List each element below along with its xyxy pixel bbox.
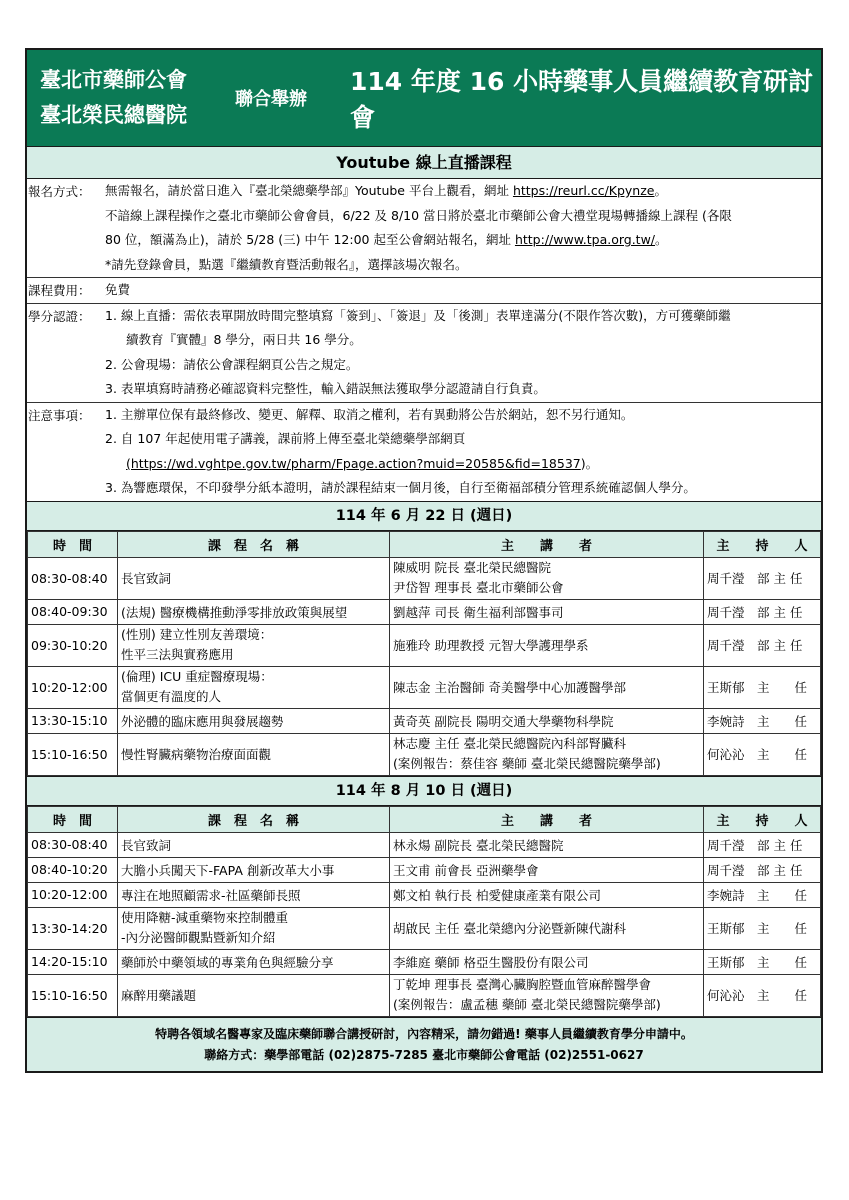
subject-cell-line: -內分泌醫師觀點暨新知介紹 [121,930,276,945]
table-row [28,557,821,599]
table-header-row [28,806,821,832]
subject-cell [118,882,390,907]
table-row [28,708,821,733]
speaker-cell-line: 陳威明 院長 臺北榮民總醫院 [393,560,551,575]
subject-cell-line: 慢性腎臟病藥物治療面面觀 [121,747,272,762]
table-row [28,882,821,907]
speaker-cell-line: 胡啟民 主任 臺北榮總內分泌暨新陳代謝科 [393,921,626,936]
register-row [27,179,821,278]
fee-label: 課程費用： [28,283,91,298]
credit-item-3: 3. 表單填寫時請務必確認資料完整性，輸入錯誤無法獲取學分認證請自行負責。 [105,381,546,396]
time-cell: 15:10-16:50 [28,733,118,775]
subject-cell [118,949,390,974]
time-cell: 13:30-15:10 [28,708,118,733]
speaker-cell-line: 劉越萍 司長 衛生福利部醫事司 [393,604,564,620]
note-label: 注意事項： [28,407,91,423]
col-subject: 課 程 名 稱 [118,531,390,557]
note-item-2: 2. 自 107 年起使用電子講義，課前將上傳至臺北榮總藥學部網頁 [105,431,466,446]
host-cell: 李婉詩 主 任 [704,882,821,907]
speaker-cell [390,708,704,733]
speaker-cell-line: (案例報告：蔡佳容 藥師 臺北榮民總醫院藥學部) [393,756,661,771]
time-cell: 10:20-12:00 [28,666,118,708]
table-row [28,599,821,624]
subject-cell-line: 當個更有溫度的人 [121,689,222,704]
info-section [27,179,821,501]
speaker-cell [390,857,704,882]
subject-cell-line: 專注在地照顧需求-社區藥師長照 [121,887,301,903]
speaker-cell-line: 王文甫 前會長 亞洲藥學會 [393,862,539,878]
host-cell: 李婉詩 主 任 [704,708,821,733]
host-cell: 周千瀅 部 主 任 [704,599,821,624]
col-speaker: 主 講 者 [390,531,704,557]
youtube-band: Youtube 線上直播課程 [27,146,821,179]
joint-label: 聯合舉辦 [235,89,307,110]
subject-cell [118,907,390,949]
punct: 。 [655,232,668,247]
speaker-cell-line: 尹岱智 理事長 臺北市藥師公會 [393,580,564,595]
speaker-cell-line: 施雅玲 助理教授 元智大學護理學系 [393,638,589,653]
footer [27,1017,821,1071]
register-text-1: 無需報名，請於當日進入『臺北榮總藥學部』Youtube 平台上觀看，網址 [105,183,513,198]
col-time: 時 間 [28,806,118,832]
subject-cell [118,599,390,624]
time-cell: 08:30-08:40 [28,832,118,857]
subject-cell [118,666,390,708]
note-row [27,403,821,501]
speaker-cell-line: (案例報告：盧孟穗 藥師 臺北榮民總醫院藥學部) [393,997,661,1012]
col-speaker: 主 講 者 [390,806,704,832]
punct: 。 [654,183,667,198]
subject-cell [118,832,390,857]
col-time: 時 間 [28,531,118,557]
subject-cell [118,557,390,599]
time-cell: 08:40-09:30 [28,599,118,624]
time-cell: 13:30-14:20 [28,907,118,949]
time-cell: 08:30-08:40 [28,557,118,599]
subject-cell-line: 長官致詞 [121,837,172,853]
host-cell: 周千瀅 部 主 任 [704,832,821,857]
credit-item-2: 2. 公會現場：請依公會課程網頁公告之規定。 [105,356,359,372]
speaker-cell [390,666,704,708]
register-text-4: *請先登錄會員，點選『繼續教育暨活動報名』，選擇該場次報名。 [105,256,468,272]
subject-cell-line: (性別) 建立性別友善環境： [121,627,273,642]
fee-row [27,278,821,304]
speaker-cell [390,733,704,775]
col-host: 主 持 人 [704,531,821,557]
table-row [28,733,821,775]
table-header-row [28,531,821,557]
footer-contact: 聯絡方式：藥學部電話 (02)2875-7285 臺北市藥師公會電話 (02)2551-0627 [204,1047,644,1062]
speaker-cell [390,624,704,666]
day2-title: 114 年 8 月 10 日 (週日) [27,776,821,806]
organizers [27,63,235,133]
note-item-3: 3. 為響應環保，不印發學分紙本證明，請於課程結束一個月後，自行至衛福部積分管理系統確認個人學分。 [105,480,696,495]
speaker-cell [390,882,704,907]
table-row [28,624,821,666]
subject-cell [118,974,390,1016]
day1-rows [28,557,821,775]
header-banner [27,50,821,146]
table-row [28,832,821,857]
subject-cell-line: 外泌體的臨床應用與發展趨勢 [121,713,284,729]
speaker-cell-line: 林永煬 副院長 臺北榮民總醫院 [393,837,564,853]
youtube-link[interactable]: https://reurl.cc/Kpynze [512,183,655,198]
fee-value: 免費 [105,282,131,297]
subject-cell-line: 長官致詞 [121,571,172,586]
subject-cell-line: 大膽小兵闖天下-FAPA 創新改革大小事 [121,862,335,878]
subject-cell-line: (法規) 醫療機構推動淨零排放政策與展望 [121,604,348,620]
time-cell: 08:40-10:20 [28,857,118,882]
register-label: 報名方式： [28,184,91,199]
punct: )。 [580,455,599,471]
day2-rows [28,832,821,1016]
host-cell: 何沁沁 主 任 [704,974,821,1016]
subject-cell [118,857,390,882]
speaker-cell [390,974,704,1016]
event-title: 114 年度 16 小時藥事人員繼續教育研討會 [350,67,814,132]
table-row [28,974,821,1016]
subject-cell-line: 性平三法與實務應用 [121,647,234,662]
time-cell: 15:10-16:50 [28,974,118,1016]
time-cell: 10:20-12:00 [28,882,118,907]
speaker-cell [390,949,704,974]
speaker-cell [390,557,704,599]
subject-cell-line: (倫理) ICU 重症醫療現場： [121,669,273,684]
host-cell: 王斯郁 主 任 [704,907,821,949]
credit-label: 學分認證： [28,308,91,324]
host-cell: 王斯郁 主 任 [704,949,821,974]
time-cell: 09:30-10:20 [28,624,118,666]
register-text-2: 不諳線上課程操作之臺北市藥師公會會員，6/22 及 8/10 當日將於臺北市藥師公會大禮堂現場轉播線上課程 (各限 [105,207,732,223]
host-cell: 周千瀅 部 主 任 [704,857,821,882]
tpa-link[interactable]: http://www.tpa.org.tw/ [514,232,656,247]
subject-cell [118,624,390,666]
subject-cell [118,733,390,775]
day1-schedule [27,531,821,776]
footer-note: 特聘各領域名醫專家及臨床藥師聯合講授研討，內容精采，請勿錯過! 藥事人員繼續教育學分申請中。 [155,1026,693,1041]
table-row [28,949,821,974]
host-cell: 何沁沁 主 任 [704,733,821,775]
speaker-cell-line: 陳志金 主治醫師 奇美醫學中心加護醫學部 [393,680,626,695]
flyer [25,48,823,1073]
time-cell: 14:20-15:10 [28,949,118,974]
subject-cell-line: 麻醉用藥議題 [121,988,197,1003]
day1-title: 114 年 6 月 22 日 (週日) [27,501,821,531]
table-row [28,907,821,949]
host-cell: 王斯郁 主 任 [704,666,821,708]
table-row [28,857,821,882]
speaker-cell-line: 丁乾坤 理事長 臺灣心臟胸腔暨血管麻醉醫學會 [393,977,651,992]
col-subject: 課 程 名 稱 [118,806,390,832]
subject-cell [118,708,390,733]
speaker-cell-line: 鄭文柏 執行長 柏愛健康產業有限公司 [393,887,601,903]
table-row [28,666,821,708]
register-text-3: 80 位，額滿為止)，請於 5/28 (三) 中午 12:00 起至公會網站報名，網址 [105,232,515,247]
organizer-vghtpe: 臺北榮民總醫院 [40,103,187,127]
credit-item-1: 1. 線上直播：需依表單開放時間完整填寫「簽到」、「簽退」及「後測」表單達滿分(不限作答次數)，方可獲藥師繼 [105,307,731,323]
day2-schedule [27,806,821,1017]
speaker-cell-line: 林志慶 主任 臺北榮民總醫院內科部腎臟科 [393,736,626,751]
organizer-tpa: 臺北市藥師公會 [40,68,187,92]
credit-row [27,304,821,403]
speaker-cell [390,832,704,857]
col-host: 主 持 人 [704,806,821,832]
subject-cell-line: 藥師於中藥領域的專業角色與經驗分享 [121,954,334,970]
speaker-cell-line: 黃奇英 副院長 陽明交通大學藥物科學院 [393,713,614,729]
speaker-cell-line: 李維庭 藥師 格亞生醫股份有限公司 [393,954,589,970]
credit-item-1-cont: 續教育『實體』8 學分，兩日共 16 學分。 [126,332,362,347]
note-item-1: 1. 主辦單位保有最終修改、變更、解釋、取消之權利，若有異動將公告於網站，恕不另行通知。 [105,406,634,422]
host-cell: 周千瀅 部 主 任 [704,557,821,599]
handout-link[interactable]: (https://wd.vghtpe.gov.tw/pharm/Fpage.action?muid=20585&fid=18537 [126,455,581,471]
host-cell: 周千瀅 部 主 任 [704,624,821,666]
speaker-cell [390,907,704,949]
subject-cell-line: 使用降糖-減重藥物來控制體重 [121,910,289,925]
speaker-cell [390,599,704,624]
